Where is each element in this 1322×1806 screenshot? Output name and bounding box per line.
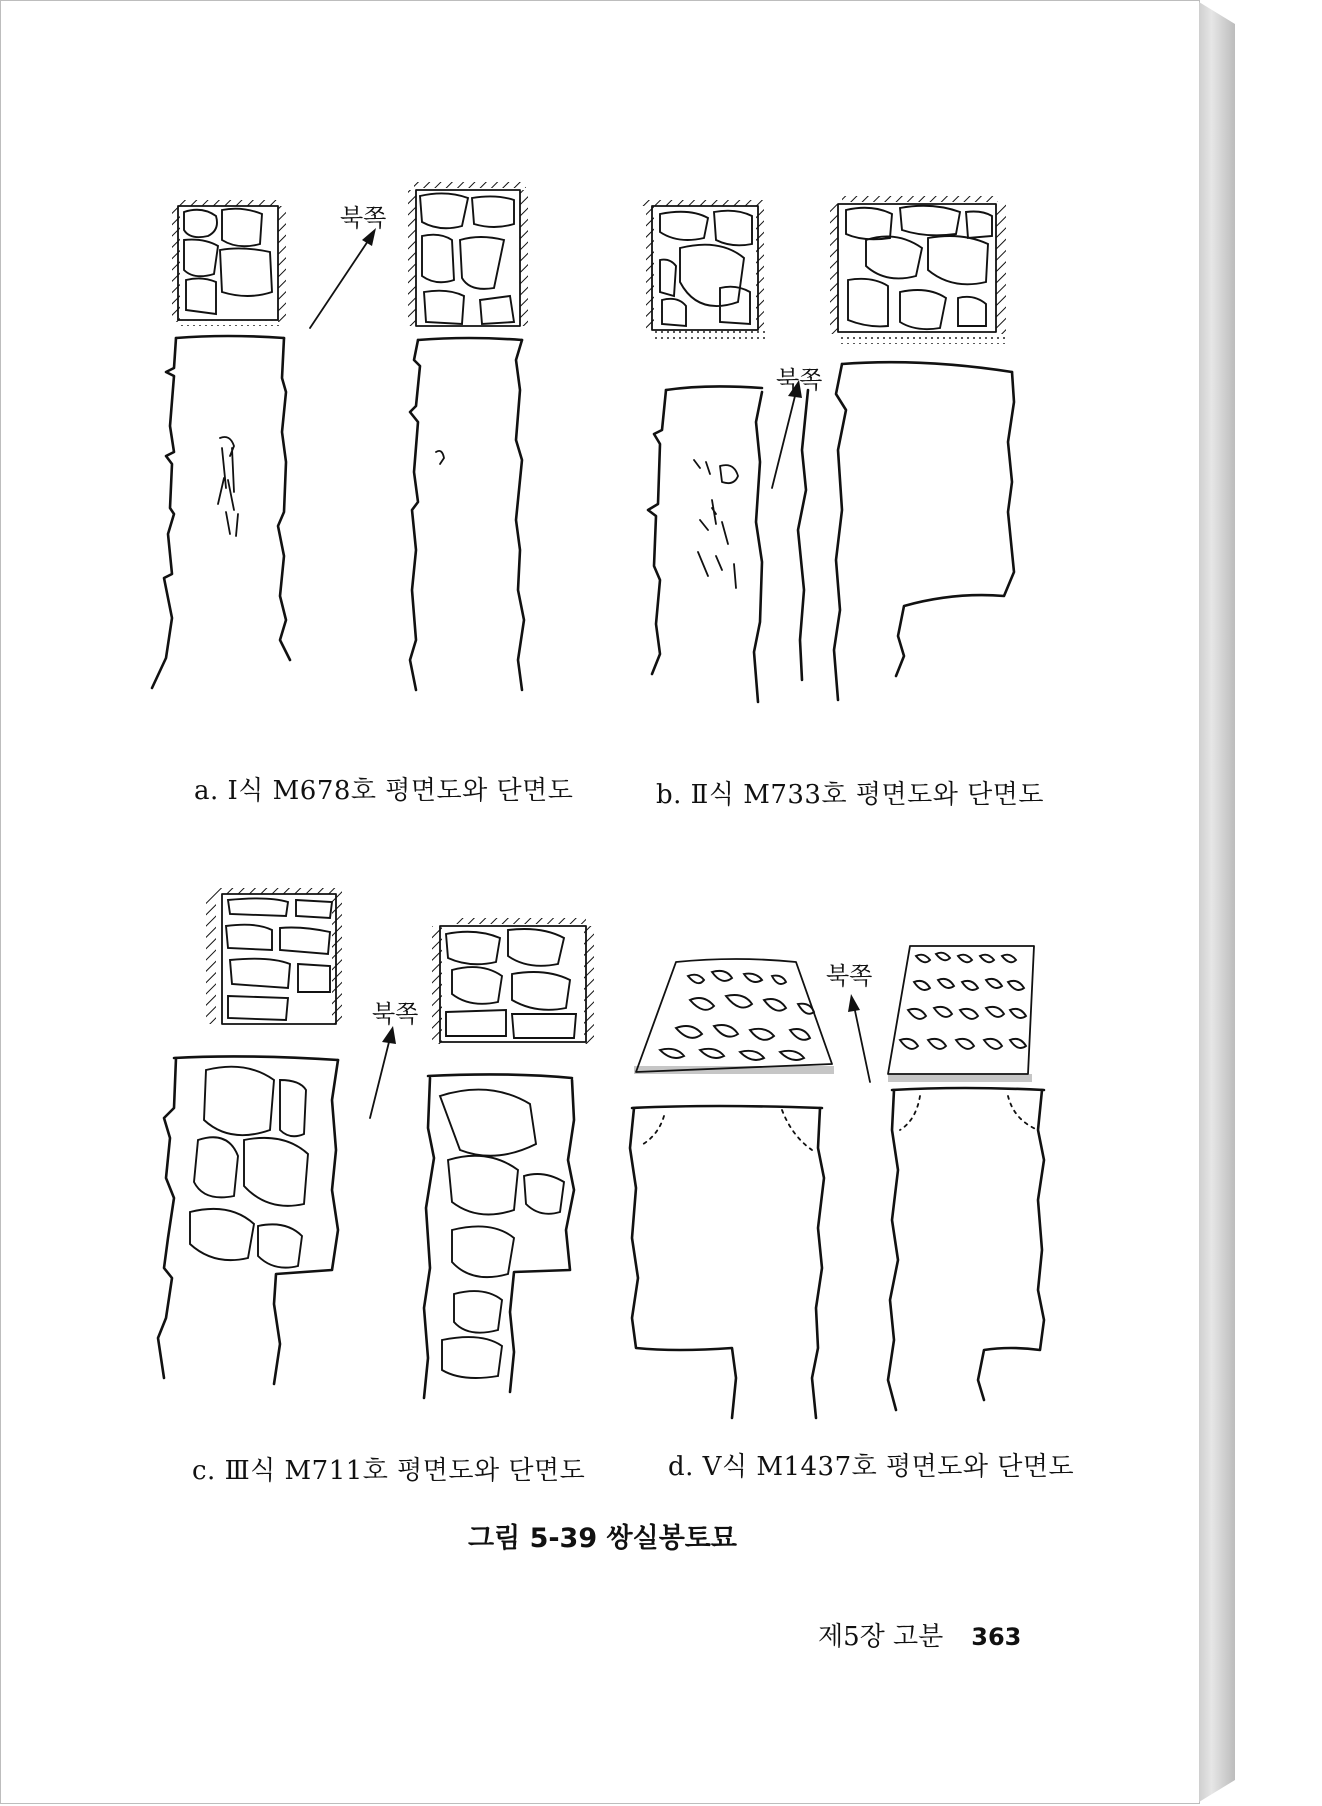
page-number: 363 <box>971 1623 1022 1651</box>
chapter-label: 제5장 고분 <box>818 1622 944 1652</box>
figure-b-north-label: 북쪽 <box>776 366 823 394</box>
figure-title: 그림 5-39 쌍실봉토묘 <box>468 1523 737 1554</box>
figure-a-north-label: 북쪽 <box>340 204 387 232</box>
page-edge-shadow <box>1199 2 1235 1802</box>
figure-d-drawing <box>630 946 1044 1418</box>
figure-c-drawing <box>158 888 594 1398</box>
figure-c-caption: c. Ⅲ식 M711호 평면도와 단면도 <box>192 1456 586 1486</box>
figure-a-drawing <box>152 182 528 690</box>
figure-b-drawing <box>640 196 1014 702</box>
figure-c-north-label: 북쪽 <box>372 1000 419 1028</box>
figure-d-north-label: 북쪽 <box>826 962 873 990</box>
figure-a-caption: a. Ⅰ식 M678호 평면도와 단면도 <box>194 776 574 806</box>
figure-d-caption: d. Ⅴ식 M1437호 평면도와 단면도 <box>668 1452 1075 1482</box>
figure-b-caption: b. Ⅱ식 M733호 평면도와 단면도 <box>656 780 1044 810</box>
page-footer <box>818 1616 1021 1653</box>
